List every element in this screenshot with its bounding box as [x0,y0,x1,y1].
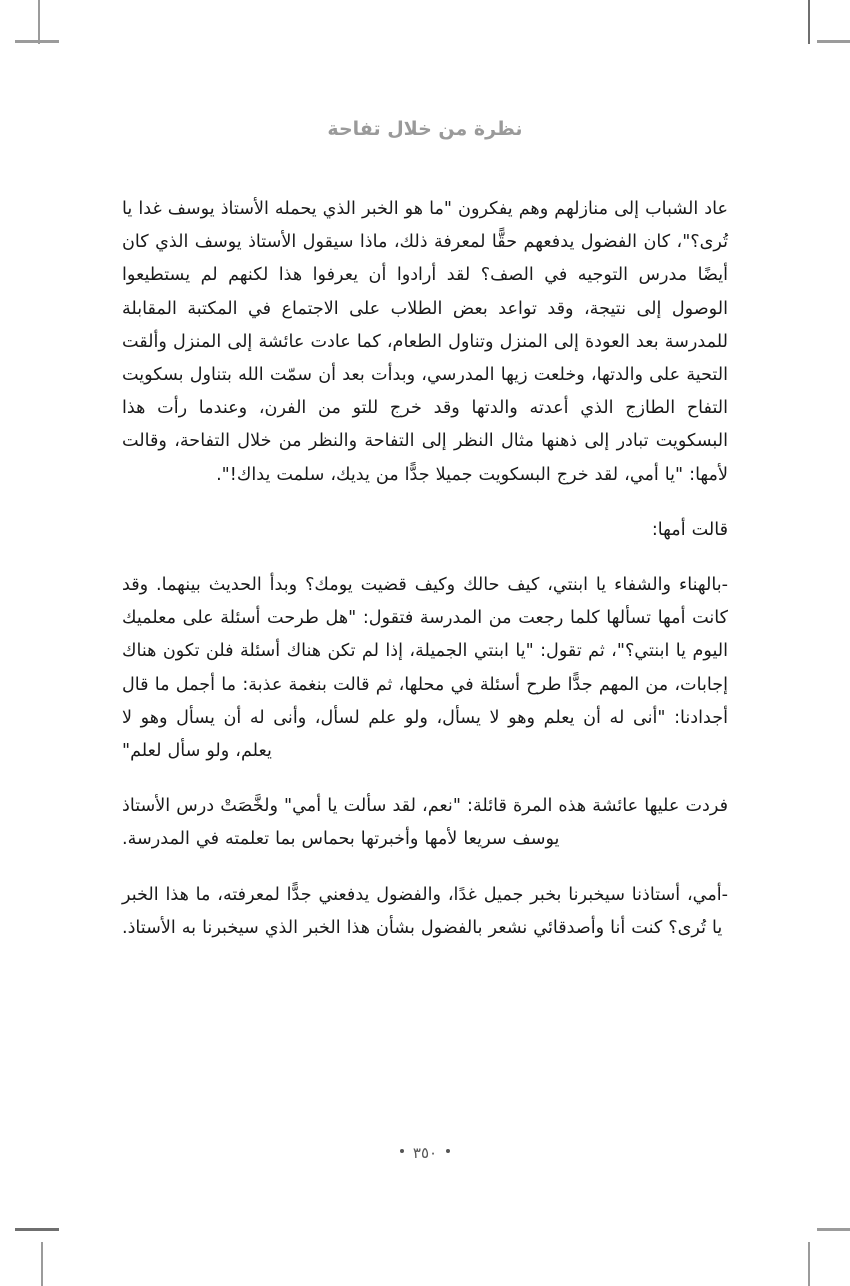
paragraph-1: عاد الشباب إلى منازلهم وهم يفكرون "ما هو الخبر الذي يحمله الأستاذ يوسف غدا يا تُرى؟"، كان الفضول يدفعهم حقًّا لمعرفة ذلك، ماذا سيقول الأستاذ يوسف الذي كان أيضًا مدرس التوجيه في الصف؟ لقد أرادوا أن يعرفوا هذا لكنهم لم يستطيعوا الوصول إلى نتيجة، وقد تواعد بعض الطلاب على الاجتماع في المكتبة المقابلة للمدرسة بعد العودة إلى المنزل وتناول الطعام، كما عادت عائشة إلى المنزل وألقت التحية على والدتها، وخلعت زيها المدرسي، وبدأت بعد أن سمّت الله بتناول بسكويت التفاح الطازج الذي أعدته والدتها وقد خرج للتو من الفرن، وعندما رأت هذا البسكويت تبادر إلى ذهنها مثال النظر إلى التفاحة والنظر من خلال التفاحة، وقالت لأمها: "يا أمي، لقد خرج البسكويت جميلا جدًّا من يديك، سلمت يداك!". [122,199,728,485]
running-head: نظرة من خلال تفاحة [327,118,523,140]
crop-mark-bottom-left-horizontal [15,1228,59,1231]
crop-mark-top-right-horizontal [817,40,850,43]
folio-dot-left [400,1149,404,1153]
crop-mark-bottom-right-horizontal [817,1228,850,1231]
crop-mark-top-left-vertical [38,0,40,44]
crop-mark-top-left-horizontal [15,40,59,43]
body-text-block [122,193,728,945]
folio-dot-right [446,1149,450,1153]
paragraph-2: قالت أمها: [651,519,728,540]
paragraph-4: فردت عليها عائشة هذه المرة قائلة: "نعم، لقد سألت يا أمي" ولخَّصَتْ درس الأستاذ يوسف سريعا لأمها وأخبرتها بحماس بما تعلمته في المدرسة. [122,796,728,850]
paragraph-5: -أمي، أستاذنا سيخبرنا بخبر جميل غدًا، والفضول يدفعني جدًّا لمعرفته، ما هذا الخبر يا تُرى؟ كنت أنا وأصدقائي نشعر بالفضول بشأن هذا الخبر الذي سيخبرنا به الأستاذ. [122,884,728,938]
folio [0,1143,850,1162]
folio-number: ٣٥٠ [412,1143,438,1162]
crop-mark-bottom-left-vertical [41,1242,43,1286]
crop-mark-top-right-vertical [808,0,810,44]
crop-mark-bottom-right-vertical [808,1242,810,1286]
paragraph-3: -بالهناء والشفاء يا ابنتي، كيف حالك وكيف قضيت يومك؟ وبدأ الحديث بينهما. وقد كانت أمها تسألها كلما رجعت من المدرسة فتقول: "هل طرحت أسئلة على معلميك اليوم يا ابنتي؟"، ثم تقول: "يا ابنتي الجميلة، إذا لم تكن هناك أسئلة فلن تكون هناك إجابات، من المهم جدًّا طرح أسئلة في محلها، ثم قالت بنغمة عذبة: ما أجمل ما قال أجدادنا: "أنى له أن يعلم وهو لا يسأل، ولو علم لسأل، وأنى له أن يسأل وهو لا يعلم، ولو سأل لعلم" [122,575,728,762]
